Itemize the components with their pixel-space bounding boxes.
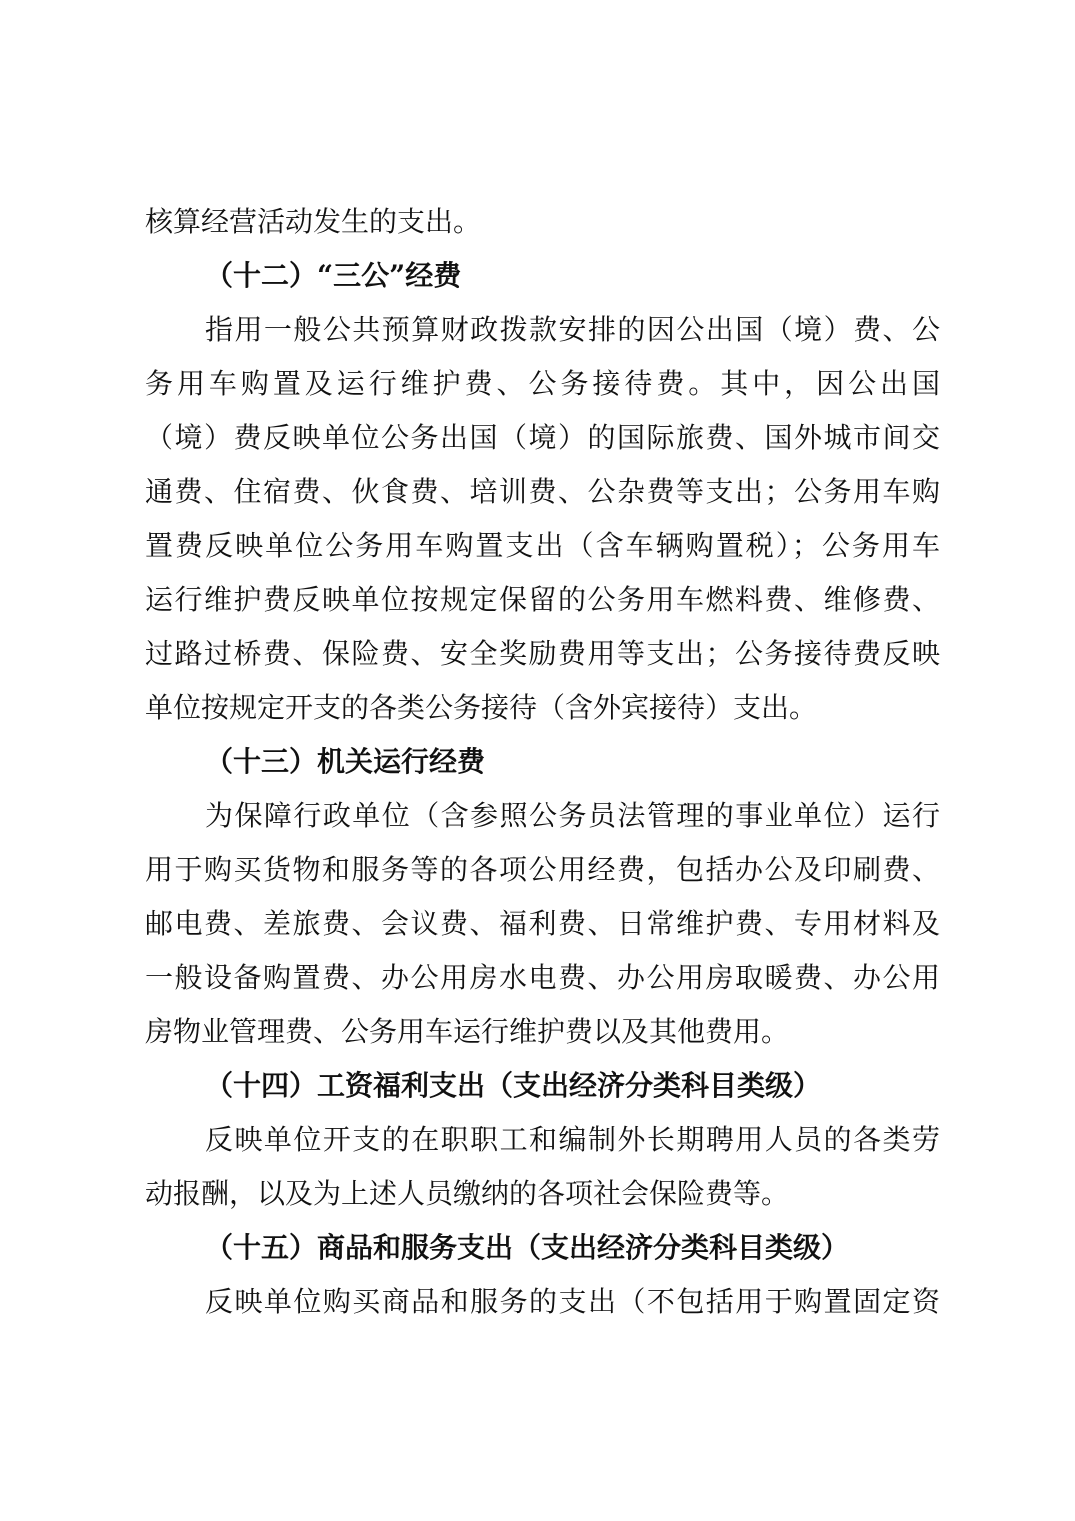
paragraph-line: 核算经营活动发生的支出。 [145,205,482,238]
section-heading: （十五）商品和服务支出（支出经济分类科目类级） [205,1231,850,1264]
section-heading: （十二）“三公”经费 [205,259,462,292]
paragraph-line: 单位按规定开支的各类公务接待（含外宾接待）支出。 [145,691,818,724]
paragraph-line: 为保障行政单位（含参照公务员法管理的事业单位）运行 [205,799,940,832]
paragraph-line: 置费反映单位公务用车购置支出（含车辆购置税）；公务用车 [145,529,940,562]
document-page [145,195,940,1329]
paragraph-line: 务用车购置及运行维护费、公务接待费。其中，因公出国 [145,367,940,400]
paragraph-line: 反映单位购买商品和服务的支出（不包括用于购置固定资 [205,1285,940,1318]
paragraph-line: 动报酬，以及为上述人员缴纳的各项社会保险费等。 [145,1177,790,1210]
paragraph-line: 一般设备购置费、办公用房水电费、办公用房取暖费、办公用 [145,961,940,994]
section-heading: （十三）机关运行经费 [205,745,486,778]
paragraph-line: （境）费反映单位公务出国（境）的国际旅费、国外城市间交 [145,421,940,454]
paragraph-line: 用于购买货物和服务等的各项公用经费，包括办公及印刷费、 [145,853,940,886]
paragraph-line: 房物业管理费、公务用车运行维护费以及其他费用。 [145,1015,790,1048]
paragraph-line: 邮电费、差旅费、会议费、福利费、日常维护费、专用材料及 [145,907,940,940]
paragraph-line: 指用一般公共预算财政拨款安排的因公出国（境）费、公 [205,313,940,346]
paragraph-line: 过路过桥费、保险费、安全奖励费用等支出；公务接待费反映 [145,637,940,670]
paragraph-line: 通费、住宿费、伙食费、培训费、公杂费等支出；公务用车购 [145,475,940,508]
paragraph-line: 运行维护费反映单位按规定保留的公务用车燃料费、维修费、 [145,583,940,616]
paragraph-line: 反映单位开支的在职职工和编制外长期聘用人员的各类劳 [205,1123,940,1156]
section-heading: （十四）工资福利支出（支出经济分类科目类级） [205,1069,822,1102]
